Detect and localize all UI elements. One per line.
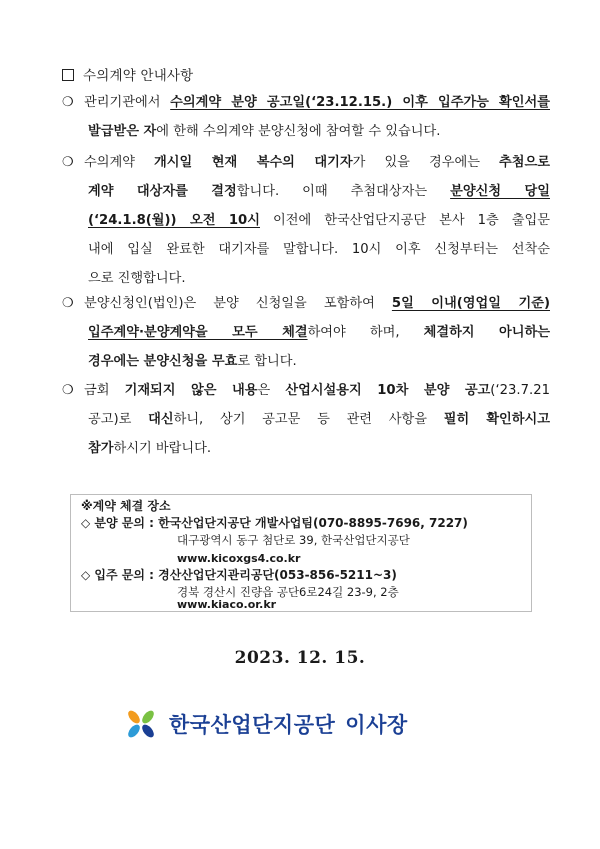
move-in-inquiry-label: ◇ 입주 문의 :	[81, 568, 159, 582]
bullet-circle-icon: ❍	[62, 296, 74, 311]
section-title-text: 수의계약 안내사항	[83, 68, 194, 84]
contact-heading: ※계약 체결 장소	[81, 499, 171, 513]
signature-title: 이사장	[345, 713, 408, 737]
checkbox-square-icon	[62, 69, 74, 81]
contact-info-box	[70, 494, 532, 612]
notice-item-2	[62, 148, 550, 298]
item2-line3: (‘24.1.8(월)) 오전 10시 이전에 한국산업단지공단 본사 1층 출입문	[88, 213, 550, 228]
sale-inquiry-org: 한국산업단지공단 개발사업팀(070-8895-7696, 7227)	[158, 516, 468, 530]
signature-org: 한국산업단지공단	[169, 713, 336, 737]
item4-line1: 금회 기재되지 않은 내용은 산업시설용지 10차 분양 공고(‘23.7.21	[84, 383, 550, 398]
item1-line1: 관리기관에서 수의계약 분양 공고일(‘23.12.15.) 이후 입주가능 확인서를	[84, 95, 550, 110]
sale-inquiry-label: ◇ 분양 문의 :	[81, 516, 159, 530]
item2-line1: 수의계약 개시일 현재 복수의 대기자가 있을 경우에는 추첨으로	[84, 155, 551, 170]
item4-line2: 공고)로 대신하니, 상기 공고문 등 관련 사항을 필히 확인하시고	[88, 412, 551, 427]
item4-line3: 참가하시기 바랍니다.	[88, 441, 212, 456]
item2-line2: 계약 대상자를 결정합니다. 이때 추첨대상자는 분양신청 당일	[88, 184, 550, 199]
bullet-circle-icon: ❍	[62, 383, 74, 398]
item3-line2: 입주계약·분양계약을 모두 체결하여야 하며, 체결하지 아니하는	[88, 325, 550, 340]
bullet-circle-icon: ❍	[62, 95, 74, 110]
move-in-inquiry-address: 경북 경산시 진량읍 공단6로24길 23-9, 2층	[177, 585, 399, 599]
sale-inquiry-address: 대구광역시 동구 첨단로 39, 한국산업단지공단	[177, 533, 410, 547]
section-title	[62, 64, 193, 84]
item2-line4: 내에 입실 완료한 대기자를 말합니다. 10시 이후 신청부터는 선착순	[88, 242, 550, 257]
signature-block	[125, 706, 408, 742]
item3-line1: 분양신청인(법인)은 분양 신청일을 포함하여 5일 이내(영업일 기준)	[84, 296, 550, 311]
item1-line2: 발급받은 자에 한해 수의계약 분양신청에 참여할 수 있습니다.	[88, 124, 441, 139]
move-in-inquiry-website[interactable]: www.kiaco.or.kr	[177, 598, 277, 611]
move-in-inquiry-org: 경산산업단지관리공단(053-856-5211~3)	[158, 568, 397, 582]
notice-item-3	[62, 289, 550, 379]
item3-line3: 경우에는 분양신청을 무효로 합니다.	[88, 354, 297, 369]
notice-item-4	[62, 376, 550, 466]
bullet-circle-icon: ❍	[62, 155, 74, 170]
notice-date: 2023. 12. 15.	[234, 648, 366, 668]
sale-inquiry-website[interactable]: www.kicoxgs4.co.kr	[177, 552, 301, 565]
notice-item-1	[62, 88, 550, 148]
kicox-logo-icon	[125, 708, 157, 740]
item2-line5: 으로 진행합니다.	[88, 271, 186, 286]
